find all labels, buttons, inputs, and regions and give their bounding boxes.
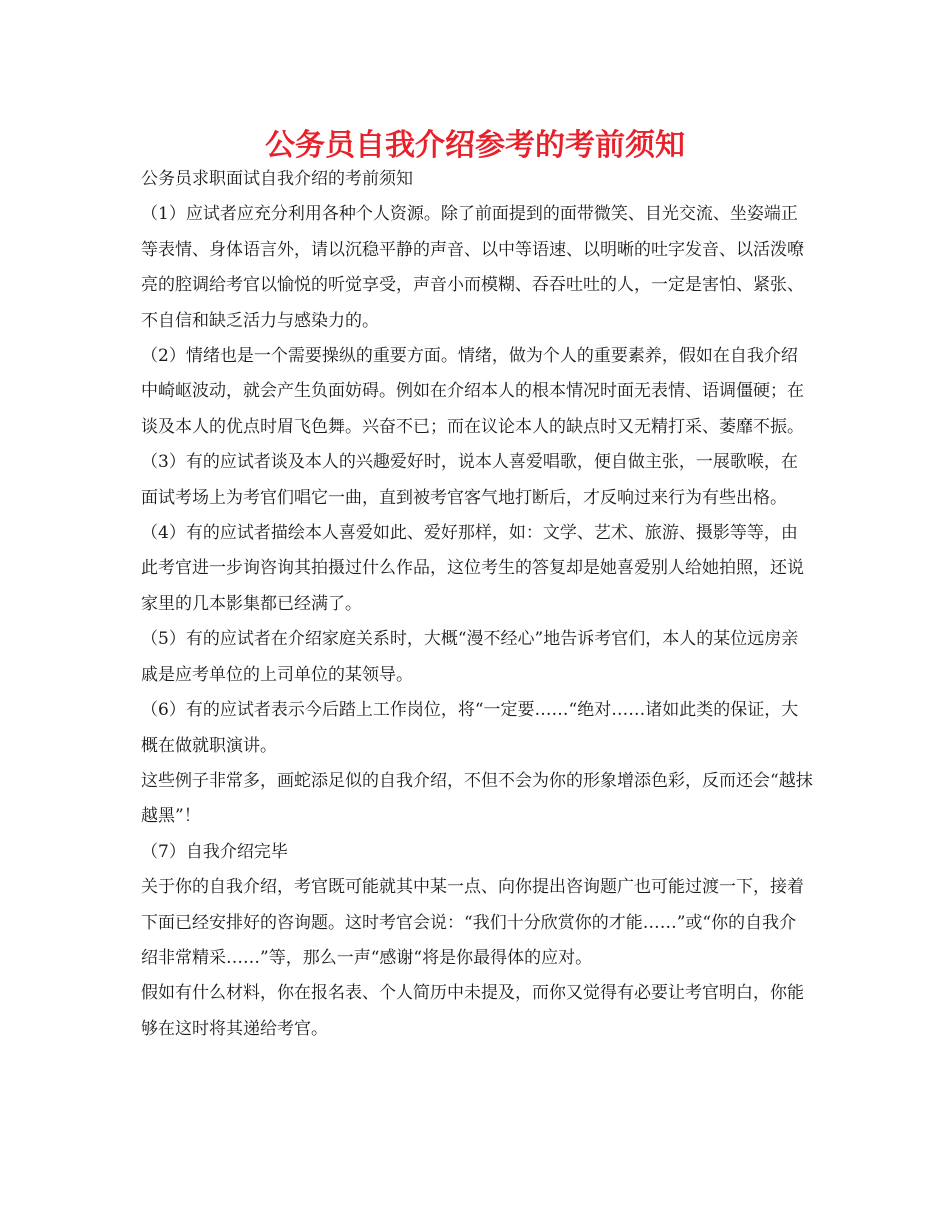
paragraph-7-heading: （7）自我介绍完毕 (141, 841, 288, 862)
document-subtitle: 公务员求职面试自我介绍的考前须知 (141, 169, 413, 189)
document-title: 公务员自我介绍参考的考前须知 (265, 128, 685, 163)
paragraph-4: （4）有的应试者描绘本人喜爱如此、爱好那样，如：文学、艺术、旅游、摄影等等，由此考官进一步询咨询其拍摄过什么作品，这位考生的答复却是她喜爱别人给她拍照，还说家里的几本影集都已经满了。 (141, 523, 804, 614)
paragraph-7-body: 关于你的自我介绍，考官既可能就其中某一点、向你提出咨询题广也可能过渡一下，接着下面已经安排好的咨询题。这时考官会说：“我们十分欣赏你的才能……”或“你的自我介绍非常精采……”等，那么一声“感谢“将是你最得体的应对。 (141, 877, 804, 968)
paragraph-summary: 这些例子非常多，画蛇添足似的自我介绍，不但不会为你的形象增添色彩，反而还会“越抹越黑”！ (141, 770, 813, 827)
paragraph-final: 假如有什么材料，你在报名表、个人简历中未提及，而你又觉得有必要让考官明白，你能够在这时将其递给考官。 (141, 983, 804, 1039)
paragraph-3: （3）有的应试者谈及本人的兴趣爱好时，说本人喜爱唱歌，便自做主张，一展歌喉，在面试考场上为考官们唱它一曲，直到被考官客气地打断后，才反响过来行为有些出格。 (141, 452, 798, 508)
paragraph-5: （5）有的应试者在介绍家庭关系时，大概“漫不经心”地告诉考官们，本人的某位远房亲戚是应考单位的上司单位的某领导。 (141, 629, 799, 685)
paragraph-2: （2）情绪也是一个需要操纵的重要方面。情绪，做为个人的重要素养，假如在自我介绍中崎岖波动，就会产生负面妨碍。例如在介绍本人的根本情况时面无表情、语调僵硬；在谈及本人的优点时眉飞色舞。兴奋不已；而在议论本人的缺点时又无精打采、萎靡不振。 (141, 346, 804, 437)
paragraph-1: （1）应试者应充分利用各种个人资源。除了前面提到的面带微笑、目光交流、坐姿端正等表情、身体语言外，请以沉稳平静的声音、以中等语速、以明晰的吐字发音、以活泼嘹亮的腔调给考官以愉悦的听觉享受，声音小而模糊、吞吞吐吐的人，一定是害怕、紧张、不自信和缺乏活力与感染力的。 (141, 204, 804, 331)
document-body (141, 162, 813, 1047)
paragraph-6: （6）有的应试者表示今后踏上工作岗位，将“一定要……“绝对……诸如此类的保证，大概在做就职演讲。 (141, 700, 799, 756)
